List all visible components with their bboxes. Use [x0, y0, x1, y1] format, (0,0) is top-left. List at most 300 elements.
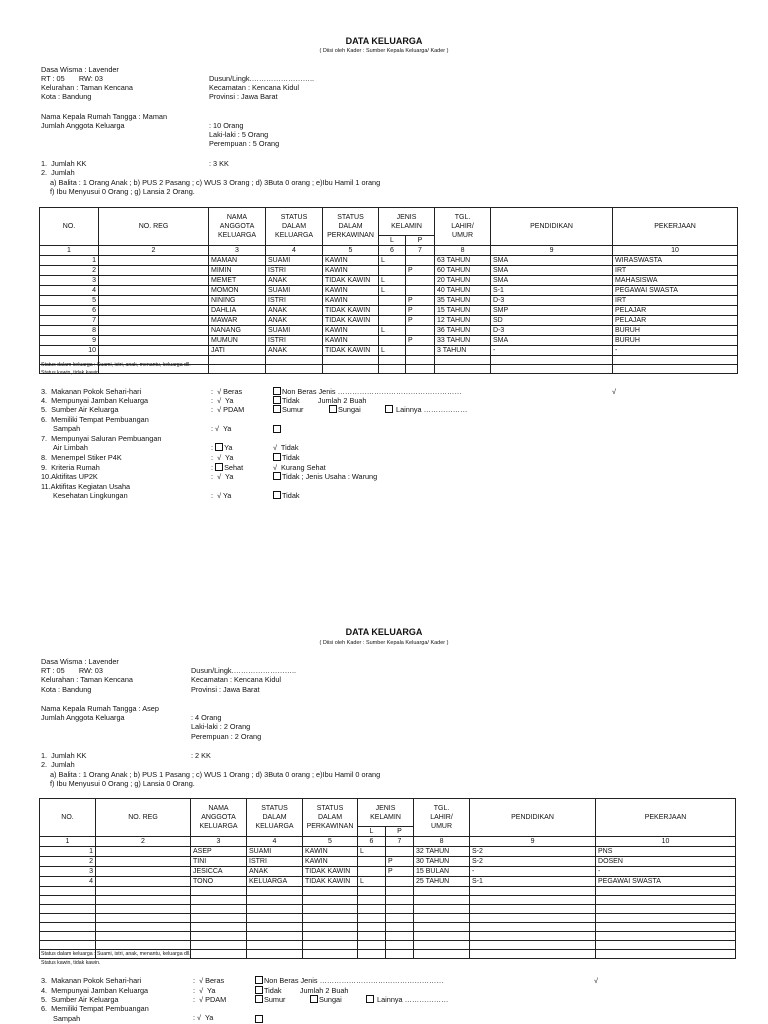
q5-option-sumur: Sumur — [273, 405, 304, 414]
q5-option-lainnya: Lainnya ……………… — [385, 405, 467, 414]
header-noreg: NO. REG — [96, 799, 191, 837]
cell-no: 9 — [40, 336, 99, 346]
cell-nama: ASEP — [191, 847, 247, 857]
header-pendidikan: PENDIDIKAN — [491, 208, 613, 246]
checkbox-icon[interactable] — [255, 976, 263, 984]
col-num: 9 — [470, 837, 596, 847]
cell-jk-l — [358, 857, 386, 867]
table-row — [40, 847, 736, 857]
cell-status-keluarga: ISTRI — [266, 266, 323, 276]
kk-label: 1. Jumlah KK — [41, 159, 87, 168]
provinsi: Provinsi : Jawa Barat — [191, 685, 260, 694]
cell-pekerjaan: - — [596, 867, 736, 877]
check-icon: √ — [612, 387, 617, 396]
col-num: 5 — [303, 837, 358, 847]
header-pendidikan: PENDIDIKAN — [470, 799, 596, 837]
col-num: 8 — [435, 246, 491, 256]
cell-pekerjaan: DOSEN — [596, 857, 736, 867]
cell-no: 10 — [40, 346, 99, 356]
cell-status-keluarga: SUAMI — [266, 286, 323, 296]
jumlah-detail-a: a) Balita : 1 Orang Anak ; b) PUS 2 Pasang ; c) WUS 3 Orang ; d) 3Buta 0 orang ; e)Ibu Hamil 1 orang — [50, 178, 381, 187]
cell-pekerjaan: - — [613, 346, 738, 356]
cell-pendidikan: D-3 — [491, 296, 613, 306]
q3-value: : √ Beras — [211, 387, 243, 396]
q3-option: Non Beras Jenis …………………………………………… — [255, 976, 444, 985]
cell-umur — [414, 914, 470, 923]
cell-umur — [414, 887, 470, 896]
cell-pekerjaan: PELAJAR — [613, 306, 738, 316]
q6-value: : √ Ya — [211, 424, 232, 433]
note-status-keluarga: Status dalam keluarga : Suami, istri, anak, menantu, keluarga dll. — [41, 362, 191, 368]
dusun: Dusun/Lingk.…………………….. — [191, 666, 297, 675]
header-status-keluarga: STATUS DALAM KELUARGA — [247, 799, 303, 837]
cell-pekerjaan — [596, 950, 736, 959]
household-head: Nama Kepala Rumah Tangga : Maman — [41, 112, 168, 121]
cell-status-perkawinan: KAWIN — [323, 326, 379, 336]
cell-pendidikan: - — [491, 346, 613, 356]
q3-label: 3. Makanan Pokok Sehari-hari — [41, 387, 142, 396]
cell-status-keluarga — [247, 896, 303, 905]
cell-no — [40, 914, 96, 923]
cell-jk-p — [386, 932, 414, 941]
cell-pendidikan: SMA — [491, 256, 613, 266]
cell-pekerjaan — [596, 941, 736, 950]
form-subtitle: ( Diisi oleh Kader : Sumber Kepala Keluarga/ Kader ) — [319, 48, 449, 54]
q4-option: Tidak Jumlah 2 Buah — [255, 986, 349, 995]
family-members-table — [39, 798, 736, 959]
col-num: 5 — [323, 246, 379, 256]
q5-option-lainnya: Lainnya ……………… — [366, 995, 448, 1004]
male-count: Laki-laki : 5 Orang — [209, 130, 269, 139]
cell-pendidikan — [470, 896, 596, 905]
col-num: 10 — [596, 837, 736, 847]
q9-label: 9. Kriteria Rumah — [41, 463, 100, 472]
cell-status-perkawinan: TIDAK KAWIN — [323, 306, 379, 316]
cell-jk-l — [358, 932, 386, 941]
q11-label-2: Kesehatan Lingkungan — [53, 491, 128, 500]
q7-label: 7. Mempunyai Saluran Pembuangan — [41, 434, 162, 443]
cell-pendidikan: D-3 — [491, 326, 613, 336]
cell-nama: MEMET — [209, 276, 266, 286]
header-nama: NAMA ANGGOTA KELUARGA — [209, 208, 266, 246]
dasa-wisma: Dasa Wisma : Lavender — [41, 657, 119, 666]
cell-umur: 3 TAHUN — [435, 346, 491, 356]
q10-label: 10.Aktifitas UP2K — [41, 472, 98, 481]
col-num: 2 — [96, 837, 191, 847]
cell-jk-p: P — [406, 336, 435, 346]
cell-nama — [191, 923, 247, 932]
cell-no: 3 — [40, 867, 96, 877]
cell-pendidikan — [470, 923, 596, 932]
header-tgl-lahir: TGL. LAHIR/ UMUR — [435, 208, 491, 246]
jumlah-detail-a: a) Balita : 1 Orang Anak ; b) PUS 1 Pasang ; c) WUS 1 Orang ; d) 3Buta 0 orang ; e)Ibu Hamil 0 orang — [50, 770, 381, 779]
kecamatan: Kecamatan : Kencana Kidul — [191, 675, 282, 684]
cell-jk-l — [358, 950, 386, 959]
header-pekerjaan: PEKERJAAN — [596, 799, 736, 837]
cell-umur: 25 TAHUN — [414, 877, 470, 887]
cell-umur: 15 TAHUN — [435, 306, 491, 316]
cell-no: 3 — [40, 276, 99, 286]
q8-label: 8. Menempel Stiker P4K — [41, 453, 122, 462]
cell-jk-p — [386, 877, 414, 887]
q9-option: √ Kurang Sehat — [273, 463, 326, 472]
cell-no — [40, 887, 96, 896]
member-count: : 10 Orang — [209, 121, 244, 130]
cell-jk-p: P — [386, 857, 414, 867]
q6-label: 6. Memiliki Tempat Pembuangan — [41, 415, 149, 424]
cell-pekerjaan: PEGAWAI SWASTA — [613, 286, 738, 296]
cell-status-keluarga: SUAMI — [266, 326, 323, 336]
cell-jk-l: L — [379, 286, 406, 296]
header-no: NO. — [40, 799, 96, 837]
kk-value: : 2 KK — [191, 751, 211, 760]
cell-status-keluarga — [247, 923, 303, 932]
cell-no: 6 — [40, 306, 99, 316]
cell-jk-p — [386, 941, 414, 950]
q6-label-2: Sampah — [53, 1014, 81, 1023]
cell-pendidikan — [470, 887, 596, 896]
cell-noreg — [96, 905, 191, 914]
cell-status-keluarga: ISTRI — [247, 857, 303, 867]
cell-jk-l — [358, 867, 386, 877]
cell-umur: 40 TAHUN — [435, 286, 491, 296]
col-num: 1 — [40, 246, 99, 256]
provinsi: Provinsi : Jawa Barat — [209, 92, 278, 101]
q6-value: : √ Ya — [193, 1013, 214, 1022]
q7-label-2: Air Limbah — [53, 443, 88, 452]
cell-jk-p — [386, 887, 414, 896]
col-num: 7 — [386, 837, 414, 847]
cell-status-keluarga: SUAMI — [266, 256, 323, 266]
cell-jk-p — [386, 896, 414, 905]
cell-umur: 12 TAHUN — [435, 316, 491, 326]
note-status-kawin: Status kawin, tidak kawin. — [41, 370, 101, 376]
cell-nama: MAWAR — [209, 316, 266, 326]
checkbox-icon[interactable] — [255, 986, 263, 994]
cell-status-perkawinan: TIDAK KAWIN — [303, 867, 358, 877]
cell-pekerjaan: IRT — [613, 266, 738, 276]
cell-jk-p: P — [406, 296, 435, 306]
cell-status-keluarga: KELUARGA — [247, 877, 303, 887]
cell-pendidikan: S-1 — [470, 877, 596, 887]
kelurahan: Kelurahan : Taman Kencana — [41, 675, 133, 684]
cell-nama: MUMUN — [209, 336, 266, 346]
header-no: NO. — [40, 208, 99, 246]
cell-umur: 35 TAHUN — [435, 296, 491, 306]
cell-pendidikan: SMA — [491, 336, 613, 346]
table-row — [40, 905, 736, 914]
cell-noreg — [96, 932, 191, 941]
cell-status-keluarga: ANAK — [266, 306, 323, 316]
cell-pekerjaan: PNS — [596, 847, 736, 857]
table-row — [40, 887, 736, 896]
household-head: Nama Kepala Rumah Tangga : Asep — [41, 704, 159, 713]
header-tgl-lahir: TGL. LAHIR/ UMUR — [414, 799, 470, 837]
cell-status-keluarga: SUAMI — [247, 847, 303, 857]
checkbox-icon[interactable] — [310, 995, 318, 1003]
q6-label: 6. Memiliki Tempat Pembuangan — [41, 1004, 149, 1013]
cell-no — [40, 923, 96, 932]
kota: Kota : Bandung — [41, 685, 92, 694]
cell-jk-p — [386, 914, 414, 923]
cell-no — [40, 905, 96, 914]
rt-rw: RT : 05 RW: 03 — [41, 74, 103, 83]
cell-status-perkawinan — [303, 905, 358, 914]
cell-jk-p: P — [406, 316, 435, 326]
cell-status-perkawinan — [303, 923, 358, 932]
cell-status-perkawinan: TIDAK KAWIN — [323, 346, 379, 356]
q7-option: √ Tidak — [273, 443, 299, 452]
q6-label-2: Sampah — [53, 424, 81, 433]
cell-umur — [414, 905, 470, 914]
check-icon: √ — [594, 976, 599, 985]
cell-nama: JESICCA — [191, 867, 247, 877]
cell-status-keluarga — [247, 950, 303, 959]
cell-jk-l — [358, 905, 386, 914]
cell-nama: DAHLIA — [209, 306, 266, 316]
dusun: Dusun/Lingk.…………………….. — [209, 74, 315, 83]
cell-nama — [191, 914, 247, 923]
cell-status-keluarga: ISTRI — [266, 296, 323, 306]
cell-umur: 20 TAHUN — [435, 276, 491, 286]
col-num: 10 — [613, 246, 738, 256]
cell-umur: 30 TAHUN — [414, 857, 470, 867]
cell-no — [40, 896, 96, 905]
cell-pekerjaan: BURUH — [613, 336, 738, 346]
q10-option: Tidak ; Jenis Usaha : Warung — [273, 472, 377, 481]
cell-nama — [191, 887, 247, 896]
checkbox-icon[interactable] — [255, 1015, 263, 1023]
checkbox-icon[interactable] — [255, 995, 263, 1003]
cell-noreg — [96, 877, 191, 887]
checkbox-icon[interactable] — [366, 995, 374, 1003]
cell-pendidikan — [470, 941, 596, 950]
q4-label: 4. Mempunyai Jamban Keluarga — [41, 986, 149, 995]
header-p: P — [406, 236, 435, 246]
cell-jk-l — [358, 887, 386, 896]
cell-status-perkawinan: KAWIN — [323, 286, 379, 296]
col-num: 1 — [40, 837, 96, 847]
q5-option-sumur: Sumur — [255, 995, 286, 1004]
cell-status-keluarga — [247, 914, 303, 923]
col-num: 6 — [379, 246, 406, 256]
cell-pendidikan — [470, 950, 596, 959]
cell-pendidikan: S-2 — [470, 857, 596, 867]
table-row — [40, 877, 736, 887]
cell-pekerjaan: PEGAWAI SWASTA — [596, 877, 736, 887]
header-jenis-kelamin: JENIS KELAMIN — [358, 799, 414, 827]
col-num: 3 — [209, 246, 266, 256]
q6-option — [255, 1015, 264, 1024]
cell-status-perkawinan: TIDAK KAWIN — [323, 316, 379, 326]
cell-no: 1 — [40, 847, 96, 857]
q5-option-sungai: Sungai — [329, 405, 361, 414]
cell-pendidikan: SMP — [491, 306, 613, 316]
cell-noreg — [96, 923, 191, 932]
q10-value: : √ Ya — [211, 472, 234, 481]
cell-nama: JATI — [209, 346, 266, 356]
q5-value: : √ PDAM — [211, 405, 245, 414]
cell-jk-l: L — [379, 256, 406, 266]
header-noreg: NO. REG — [99, 208, 209, 246]
cell-nama: NINING — [209, 296, 266, 306]
cell-umur — [414, 932, 470, 941]
q5-value: : √ PDAM — [193, 995, 227, 1004]
member-count: : 4 Orang — [191, 713, 222, 722]
cell-jk-l — [358, 923, 386, 932]
cell-umur — [414, 950, 470, 959]
cell-jk-p — [386, 905, 414, 914]
col-num: 2 — [99, 246, 209, 256]
cell-status-perkawinan — [303, 914, 358, 923]
cell-jk-p — [386, 847, 414, 857]
table-row — [40, 896, 736, 905]
cell-status-perkawinan — [303, 932, 358, 941]
cell-umur: 33 TAHUN — [435, 336, 491, 346]
jumlah-label: 2. Jumlah — [41, 760, 75, 769]
q4-value: : √ Ya — [193, 986, 216, 995]
cell-jk-l — [358, 941, 386, 950]
col-num: 6 — [358, 837, 386, 847]
table-row — [40, 914, 736, 923]
cell-no: 5 — [40, 296, 99, 306]
cell-jk-l — [358, 896, 386, 905]
cell-umur: 32 TAHUN — [414, 847, 470, 857]
header-nama: NAMA ANGGOTA KELUARGA — [191, 799, 247, 837]
cell-pendidikan: SMA — [491, 266, 613, 276]
q8-option: Tidak — [273, 453, 300, 462]
cell-jk-l: L — [358, 847, 386, 857]
q3-label: 3. Makanan Pokok Sehari-hari — [41, 976, 142, 985]
cell-noreg — [96, 867, 191, 877]
cell-no: 8 — [40, 326, 99, 336]
cell-pendidikan — [470, 905, 596, 914]
q11-label: 11.Aktifitas Kegiatan Usaha — [41, 482, 131, 491]
cell-jk-l: L — [379, 346, 406, 356]
cell-nama: MOMON — [209, 286, 266, 296]
male-count: Laki-laki : 2 Orang — [191, 722, 251, 731]
cell-status-keluarga: ISTRI — [266, 336, 323, 346]
q4-option: Tidak Jumlah 2 Buah — [273, 396, 367, 405]
col-num: 7 — [406, 246, 435, 256]
cell-status-keluarga — [247, 932, 303, 941]
kota: Kota : Bandung — [41, 92, 92, 101]
cell-pekerjaan — [596, 887, 736, 896]
dasa-wisma: Dasa Wisma : Lavender — [41, 65, 119, 74]
cell-pekerjaan: PELAJAR — [613, 316, 738, 326]
cell-nama: MIMIN — [209, 266, 266, 276]
cell-status-perkawinan: KAWIN — [323, 266, 379, 276]
jumlah-label: 2. Jumlah — [41, 168, 75, 177]
cell-status-keluarga: ANAK — [266, 316, 323, 326]
cell-noreg — [96, 941, 191, 950]
cell-status-keluarga — [247, 887, 303, 896]
cell-status-keluarga: ANAK — [247, 867, 303, 877]
form-subtitle: ( Diisi oleh Kader : Sumber Kepala Keluarga/ Kader ) — [319, 640, 449, 646]
cell-nama — [191, 896, 247, 905]
member-count-label: Jumlah Anggota Keluarga — [41, 713, 125, 722]
cell-nama: TONO — [191, 877, 247, 887]
table-row — [40, 867, 736, 877]
cell-pendidikan: SMA — [491, 276, 613, 286]
cell-pendidikan: SD — [491, 316, 613, 326]
col-num: 9 — [491, 246, 613, 256]
cell-umur — [414, 941, 470, 950]
cell-status-perkawinan — [303, 887, 358, 896]
cell-noreg — [96, 914, 191, 923]
header-pekerjaan: PEKERJAAN — [613, 208, 738, 246]
cell-no: 2 — [40, 266, 99, 276]
female-count: Perempuan : 5 Orang — [209, 139, 280, 148]
cell-pekerjaan — [596, 905, 736, 914]
cell-nama: NANANG — [209, 326, 266, 336]
cell-jk-l: L — [379, 276, 406, 286]
cell-no: 4 — [40, 286, 99, 296]
cell-nama — [191, 950, 247, 959]
cell-umur — [414, 896, 470, 905]
jumlah-detail-f: f) Ibu Menyusui 0 Orang ; g) Lansia 2 Orang. — [50, 187, 195, 196]
col-num: 4 — [266, 246, 323, 256]
cell-pendidikan — [470, 914, 596, 923]
cell-nama — [191, 905, 247, 914]
cell-status-perkawinan: KAWIN — [323, 256, 379, 266]
cell-umur: 36 TAHUN — [435, 326, 491, 336]
q7-value: : Ya — [211, 443, 233, 452]
q3-option: Non Beras Jenis …………………………………………… — [273, 387, 462, 396]
q11-option: Tidak — [273, 491, 300, 500]
cell-nama — [191, 932, 247, 941]
kk-label: 1. Jumlah KK — [41, 751, 87, 760]
cell-nama: TINI — [191, 857, 247, 867]
q4-value: : √ Ya — [211, 396, 234, 405]
cell-nama: MAMAN — [209, 256, 266, 266]
q5-option-sungai: Sungai — [310, 995, 342, 1004]
cell-umur — [414, 923, 470, 932]
cell-umur: 60 TAHUN — [435, 266, 491, 276]
cell-pekerjaan: BURUH — [613, 326, 738, 336]
rt-rw: RT : 05 RW: 03 — [41, 666, 103, 675]
cell-status-keluarga — [247, 941, 303, 950]
cell-no — [40, 932, 96, 941]
jumlah-detail-f: f) Ibu Menyusui 0 Orang ; g) Lansia 0 Orang. — [50, 779, 195, 788]
cell-pekerjaan — [596, 896, 736, 905]
cell-jk-l — [358, 914, 386, 923]
col-num: 3 — [191, 837, 247, 847]
cell-pendidikan — [470, 932, 596, 941]
cell-noreg — [96, 887, 191, 896]
cell-jk-l: L — [379, 326, 406, 336]
cell-no: 2 — [40, 857, 96, 867]
q5-label: 5. Sumber Air Keluarga — [41, 405, 119, 414]
table-row — [40, 932, 736, 941]
member-count-label: Jumlah Anggota Keluarga — [41, 121, 125, 130]
cell-status-perkawinan: KAWIN — [323, 336, 379, 346]
header-status-keluarga: STATUS DALAM KELUARGA — [266, 208, 323, 246]
header-status-perkawinan: STATUS DALAM PERKAWINAN — [303, 799, 358, 837]
cell-jk-l: L — [358, 877, 386, 887]
cell-jk-p: P — [406, 306, 435, 316]
q5-label: 5. Sumber Air Keluarga — [41, 995, 119, 1004]
cell-status-perkawinan: TIDAK KAWIN — [303, 877, 358, 887]
cell-pendidikan: - — [470, 867, 596, 877]
cell-pekerjaan — [596, 923, 736, 932]
note-status-kawin: Status kawin, tidak kawin. — [41, 960, 101, 966]
cell-pekerjaan: IRT — [613, 296, 738, 306]
cell-pendidikan: S-2 — [470, 847, 596, 857]
cell-status-perkawinan — [303, 950, 358, 959]
q8-value: : √ Ya — [211, 453, 234, 462]
col-num: 4 — [247, 837, 303, 847]
